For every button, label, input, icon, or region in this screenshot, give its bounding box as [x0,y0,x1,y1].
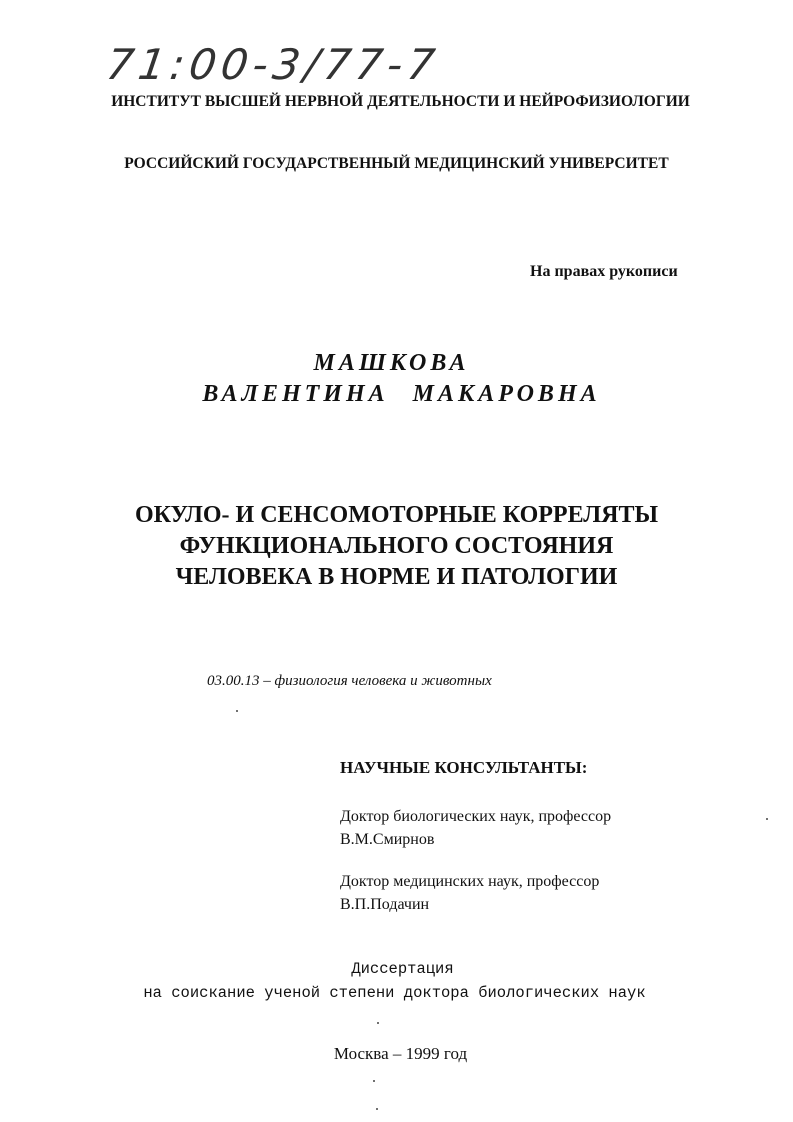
scan-speck [236,710,238,712]
scan-speck [377,1022,379,1024]
city-year: Москва – 1999 год [333,1044,468,1063]
author-surname: МАШКОВА [313,350,470,376]
title-line: ЧЕЛОВЕКА В НОРМЕ И ПАТОЛОГИИ [175,564,618,590]
title-line: ОКУЛО- И СЕНСОМОТОРНЫЕ КОРРЕЛЯТЫ [134,502,659,528]
scan-speck [376,1108,378,1110]
scan-speck [766,818,768,820]
consultant-entry [340,805,611,851]
degree-statement: на соискание ученой степени доктора биологических наук [143,984,646,1002]
dissertation-title [0,500,793,593]
consultant-name: В.М.Смирнов [340,831,435,848]
handwritten-archive-number: 71:00-3/77-7 [103,40,443,89]
consultants-heading: НАУЧНЫЕ КОНСУЛЬТАНТЫ: [340,758,588,777]
consultant-degree: Доктор биологических наук, профессор [340,808,612,825]
dissertation-label: Диссертация [351,960,454,978]
consultant-entry [340,870,599,916]
consultant-degree: Доктор медицинских наук, профессор [340,873,600,890]
scan-speck [373,1080,375,1082]
specialty-code: 03.00.13 – физиология человека и животных [207,673,492,689]
consultant-name: В.П.Подачин [340,896,430,913]
manuscript-rights-note: На правах рукописи [530,263,678,280]
university-name: РОССИЙСКИЙ ГОСУДАРСТВЕННЫЙ МЕДИЦИНСКИЙ УНИВЕРСИТЕТ [124,155,669,172]
author-given-names: ВАЛЕНТИНА МАКАРОВНА [202,381,601,407]
title-line: ФУНКЦИОНАЛЬНОГО СОСТОЯНИЯ [179,533,614,559]
dissertation-statement [0,957,793,1005]
institute-name: ИНСТИТУТ ВЫСШЕЙ НЕРВНОЙ ДЕЯТЕЛЬНОСТИ И НЕЙРОФИЗИОЛОГИИ [111,93,690,110]
